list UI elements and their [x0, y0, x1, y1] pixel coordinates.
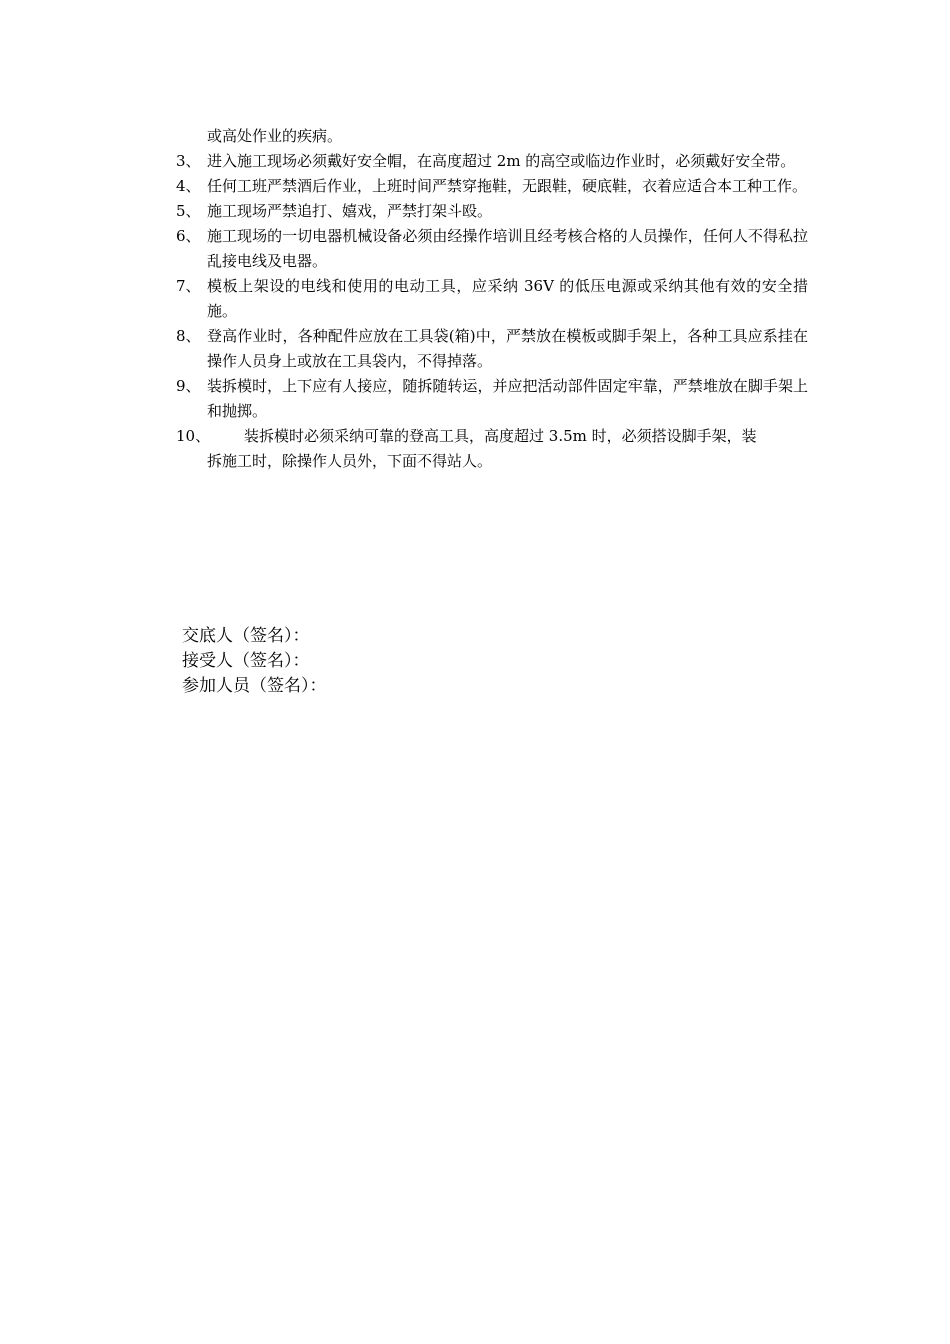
item-text: 任何工班严禁酒后作业，上班时间严禁穿拖鞋，无跟鞋，硬底鞋，衣着应适合本工种工作。	[207, 177, 808, 195]
signature-block	[182, 624, 327, 699]
item-number: 9、	[176, 377, 201, 395]
item-text: 装拆模时，上下应有人接应，随拆随转运，并应把活动部件固定牢靠，严禁堆放在脚手架上和抛掷。	[207, 377, 808, 420]
item-text: 施工现场的一切电器机械设备必须由经操作培训且经考核合格的人员操作，任何人不得私拉乱接电线及电器。	[207, 227, 808, 270]
signature-line-participants: 参加人员（签名）：	[182, 676, 327, 696]
item-text: 施工现场严禁追打、嬉戏，严禁打架斗殴。	[207, 202, 493, 220]
item-text	[207, 424, 808, 474]
item-number: 5、	[176, 202, 201, 220]
continuation-line: 或高处作业的疾病。	[207, 127, 343, 145]
list-item	[176, 324, 808, 374]
item-number: 8、	[176, 327, 201, 345]
signature-line-briefer: 交底人（签名）：	[182, 626, 310, 646]
list-item	[176, 274, 808, 324]
safety-rules-list	[176, 124, 808, 474]
list-item	[176, 199, 808, 224]
item-number: 3、	[176, 152, 201, 170]
item-text: 模板上架设的电线和使用的电动工具，应采纳 36V 的低压电源或采纳其他有效的安全措施。	[207, 277, 808, 320]
item-text: 进入施工现场必须戴好安全帽，在高度超过 2m 的高空或临边作业时，必须戴好安全带。	[207, 152, 796, 170]
item-text: 登高作业时，各种配件应放在工具袋(箱)中，严禁放在模板或脚手架上，各种工具应系挂在操作人员身上或放在工具袋内，不得掉落。	[207, 327, 808, 370]
item-number: 10、	[176, 427, 211, 445]
item-text-line: 拆施工时，除操作人员外，下面不得站人。	[207, 452, 493, 470]
item-number: 4、	[176, 177, 201, 195]
list-item	[176, 374, 808, 424]
list-item	[176, 424, 808, 474]
item-text-line: 装拆模时必须采纳可靠的登高工具，高度超过 3.5m 时，必须搭设脚手架，装	[244, 427, 757, 445]
list-item	[176, 224, 808, 274]
list-item	[176, 174, 808, 199]
item-number: 7、	[176, 277, 201, 295]
list-item	[176, 149, 808, 174]
signature-line-receiver: 接受人（签名）：	[182, 651, 310, 671]
item-number: 6、	[176, 227, 201, 245]
